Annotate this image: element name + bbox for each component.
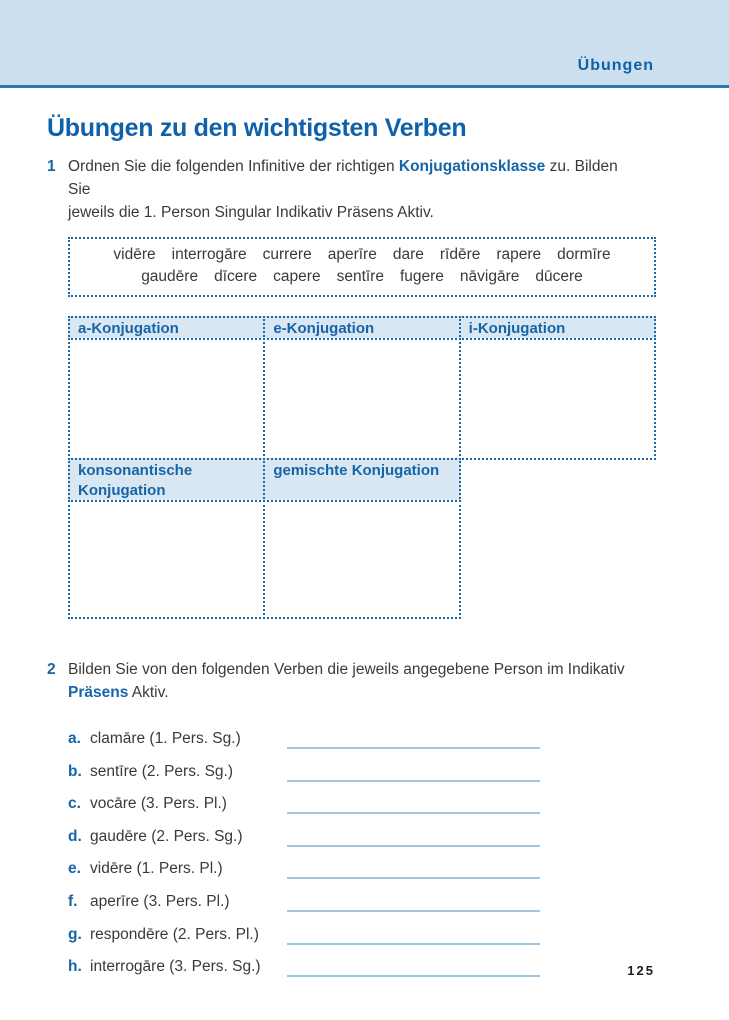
answer-blank-line (287, 762, 540, 782)
word: rapere (496, 246, 542, 263)
answer-cell-i-konjugation (459, 338, 656, 460)
page-number: 125 (627, 963, 655, 978)
exercise-1-instructions (68, 155, 631, 224)
exercise-2-instructions (68, 658, 631, 704)
answer-cell-e-konjugation (263, 338, 460, 460)
answer-blank-line (287, 957, 540, 977)
word: dare (392, 246, 424, 263)
word-bank-line-2 (82, 266, 642, 288)
word: nāvigāre (459, 268, 520, 285)
answer-cell-konsonantische-konjugation (68, 500, 265, 619)
word: fugere (399, 268, 444, 285)
exercise-2-number: 2 (47, 661, 56, 678)
answer-cell-gemischte-konjugation (263, 500, 460, 619)
word: dīcere (214, 268, 258, 285)
exercise-1-number: 1 (47, 158, 56, 175)
word-bank-box (68, 237, 656, 297)
page-title: Übungen zu den wichtigsten Verben (47, 114, 467, 142)
item-verb: aperīre (3. Pers. Pl.) (90, 892, 230, 910)
list-item (68, 762, 662, 782)
table-header-row-2 (68, 458, 660, 502)
table-header-row-1 (68, 316, 660, 340)
word-bank-line-1 (82, 244, 642, 266)
item-letter: a. (68, 730, 81, 747)
list-item (68, 957, 662, 977)
page-header-band (0, 0, 729, 88)
item-letter: b. (68, 762, 82, 780)
exercise-1-intro-start: Ordnen Sie die folgenden Infinitive der richtigen (68, 158, 399, 175)
table-body-row-1 (68, 338, 660, 460)
list-item (68, 925, 662, 945)
column-header-konsonantische-konjugation: konsonantische Konjugation (68, 458, 265, 502)
page-content (47, 114, 662, 990)
word: sentīre (336, 268, 384, 285)
exercise-1-intro-end: zu. Bilden Sie (68, 158, 618, 198)
exercise-2-header (47, 658, 662, 704)
answer-blank-line (287, 859, 540, 879)
word: interrogāre (171, 246, 247, 263)
item-verb: respondēre (2. Pers. Pl.) (90, 925, 259, 943)
exercise-1-intro-keyword: Konjugationsklasse (398, 158, 546, 175)
word: capere (273, 268, 321, 285)
item-verb: vocāre (3. Pers. Pl.) (90, 795, 227, 813)
answer-blank-line (287, 794, 540, 814)
answer-blank-line (287, 729, 540, 749)
item-letter: g. (68, 925, 82, 943)
word: gaudēre (141, 268, 199, 285)
item-verb: gaudēre (2. Pers. Sg.) (90, 827, 243, 845)
item-letter: h. (68, 958, 82, 976)
word: dūcere (535, 268, 583, 285)
answer-blank-line (287, 892, 540, 912)
item-verb: vidēre (1. Pers. Pl.) (90, 860, 223, 878)
running-head: Übungen (577, 57, 654, 74)
exercise-2-intro-line1: Bilden Sie von den folgenden Verben die jeweils angegebene Person im Indikativ (68, 661, 625, 678)
item-verb: interrogāre (3. Pers. Sg.) (90, 958, 261, 976)
answer-blank-line (287, 827, 540, 847)
column-header-gemischte-konjugation: gemischte Konjugation (263, 458, 460, 502)
item-verb: clamāre (1. Pers. Sg.) (90, 730, 241, 747)
answer-cell-a-konjugation (68, 338, 265, 460)
column-header-e-konjugation: e-Konjugation (263, 316, 460, 340)
answer-blank-line (287, 925, 540, 945)
table-body-row-2 (68, 500, 660, 619)
item-verb: sentīre (2. Pers. Sg.) (90, 762, 233, 780)
exercise-1-intro-line2: jeweils die 1. Person Singular Indikativ Präsens Aktiv. (68, 204, 434, 221)
list-item (68, 892, 662, 912)
column-header-a-konjugation: a-Konjugation (68, 316, 265, 340)
list-item (68, 827, 662, 847)
word: rīdēre (439, 246, 481, 263)
item-letter: c. (68, 795, 81, 813)
exercise-2-intro-keyword: Präsens (68, 684, 129, 701)
list-item (68, 794, 662, 814)
exercise-2-intro-end: Aktiv. (128, 684, 169, 701)
word: currere (262, 246, 312, 263)
item-letter: f. (68, 892, 78, 910)
word: aperīre (327, 246, 377, 263)
conjugation-table (68, 316, 660, 619)
word: dormīre (557, 246, 611, 263)
list-item (68, 859, 662, 879)
exercise-2-item-list (68, 729, 662, 977)
item-letter: e. (68, 860, 81, 878)
word: vidēre (113, 246, 156, 263)
exercise-1-header (47, 155, 662, 224)
list-item (68, 729, 662, 749)
item-letter: d. (68, 827, 82, 845)
column-header-i-konjugation: i-Konjugation (459, 316, 656, 340)
